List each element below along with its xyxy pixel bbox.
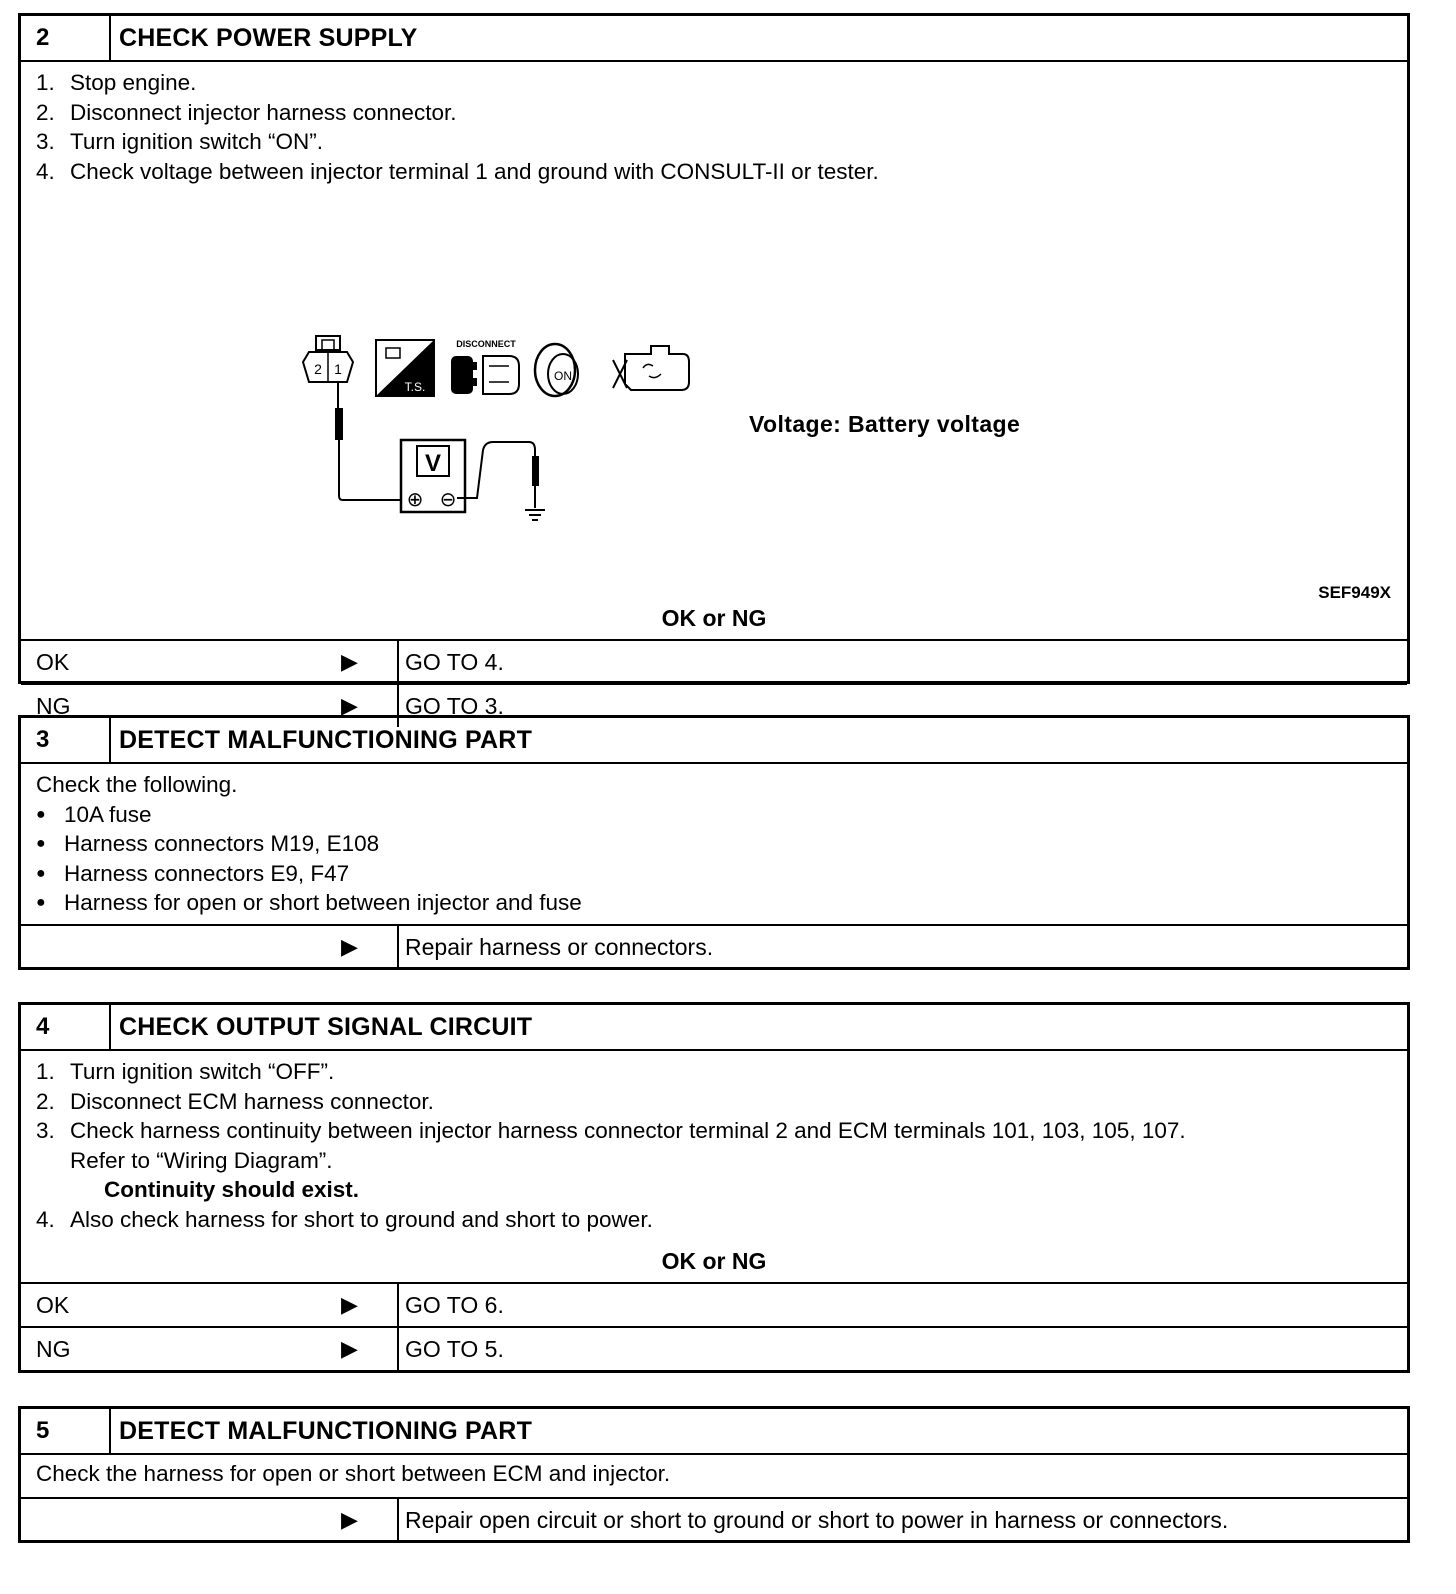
- step-block-4: [18, 1002, 1410, 1373]
- step-number: 2: [21, 16, 111, 60]
- step-number: 5: [21, 1409, 111, 1453]
- injector-connector-icon: [303, 336, 353, 382]
- disconnect-icon: [451, 339, 519, 394]
- block-header: [21, 1005, 1407, 1051]
- bullet-item: ● Harness connectors E9, F47: [36, 859, 1393, 889]
- arrow-icon: ▶: [341, 1292, 358, 1317]
- step-number: 4: [21, 1005, 111, 1049]
- block-header: [21, 1409, 1407, 1455]
- check-text: Check the harness for open or short between ECM and injector.: [36, 1461, 671, 1486]
- probe-icon: [532, 456, 539, 486]
- engine-stopped-icon: [613, 346, 689, 390]
- svg-text:T.S.: T.S.: [404, 380, 426, 394]
- voltmeter-icon: [401, 440, 465, 512]
- ignition-on-icon: [535, 344, 578, 396]
- svg-text:DISCONNECT: DISCONNECT: [456, 339, 516, 349]
- block-title: DETECT MALFUNCTIONING PART: [119, 726, 533, 754]
- svg-text:ON: ON: [554, 369, 572, 383]
- voltage-spec: Voltage: Battery voltage: [749, 411, 1021, 437]
- step-number: 3: [21, 718, 111, 762]
- procedure-note: Refer to “Wiring Diagram”.: [70, 1147, 333, 1173]
- probe-icon: [335, 408, 343, 440]
- procedure-step: 1. Turn ignition switch “OFF”.: [36, 1059, 335, 1084]
- bullet-item: ● Harness for open or short between injector and fuse: [36, 888, 1393, 918]
- step-block-3: [18, 715, 1410, 970]
- block-title: CHECK POWER SUPPLY: [119, 24, 418, 52]
- bullet-icon: ●: [36, 864, 46, 882]
- result-row: OK ▶ GO TO 4.: [21, 639, 1407, 683]
- figure-id: SEF949X: [1318, 583, 1391, 602]
- bullet-icon: ●: [36, 835, 46, 853]
- arrow-icon: ▶: [341, 1336, 358, 1361]
- arrow-icon: ▶: [341, 693, 358, 718]
- tester-icon: [376, 340, 434, 396]
- svg-text:⊕: ⊕: [406, 487, 424, 511]
- bullet-item: ● 10A fuse: [36, 800, 1393, 830]
- ok-or-ng-label: OK or NG: [661, 605, 767, 631]
- continuity-spec: Continuity should exist.: [104, 1177, 360, 1203]
- voltage-check-diagram: [291, 330, 711, 540]
- bullet-item: ● Harness connectors M19, E108: [36, 829, 1393, 859]
- svg-text:1: 1: [334, 361, 342, 377]
- block-header: [21, 718, 1407, 764]
- procedure-step: 3. Turn ignition switch “ON”.: [36, 129, 323, 155]
- arrow-icon: ▶: [341, 934, 358, 959]
- procedure-step: 2. Disconnect injector harness connector.: [36, 99, 457, 125]
- procedure-step: 4. Also check harness for short to ground and short to power.: [36, 1206, 653, 1232]
- svg-text:⊖: ⊖: [439, 487, 457, 511]
- svg-text:2: 2: [314, 361, 322, 377]
- result-row: ▶ Repair harness or connectors.: [21, 924, 1407, 968]
- step-block-2: [18, 13, 1410, 719]
- block-title: DETECT MALFUNCTIONING PART: [119, 1417, 533, 1445]
- bullet-icon: ●: [36, 805, 46, 823]
- procedure-step: 1. Stop engine.: [36, 70, 197, 95]
- block-body: [21, 764, 1407, 924]
- svg-text:V: V: [424, 450, 442, 477]
- arrow-icon: ▶: [341, 1507, 358, 1532]
- result-row: NG ▶ GO TO 3.: [21, 683, 1407, 727]
- arrow-icon: ▶: [341, 649, 358, 674]
- ground-icon: [525, 510, 545, 520]
- block-title: CHECK OUTPUT SIGNAL CIRCUIT: [119, 1013, 533, 1041]
- result-row: ▶ Repair open circuit or short to ground or short to power in harness or connectors.: [21, 1497, 1407, 1541]
- result-row: NG ▶ GO TO 5.: [21, 1326, 1407, 1370]
- procedure-step: 2. Disconnect ECM harness connector.: [36, 1088, 434, 1114]
- procedure-step: 3. Check harness continuity between injector harness connector terminal 2 and ECM terminals 101, 103, 105, 107.: [36, 1118, 1186, 1144]
- intro-text: Check the following.: [36, 772, 238, 797]
- step-block-5: [18, 1406, 1410, 1543]
- bullet-icon: ●: [36, 894, 46, 912]
- procedure-step: 4. Check voltage between injector terminal 1 and ground with CONSULT-II or tester.: [36, 158, 879, 184]
- ok-or-ng-label: OK or NG: [661, 1248, 767, 1274]
- result-row: OK ▶ GO TO 6.: [21, 1282, 1407, 1326]
- block-body: [21, 1051, 1407, 1241]
- block-header: [21, 16, 1407, 62]
- block-body: [21, 62, 1407, 602]
- block-body: [21, 1455, 1407, 1497]
